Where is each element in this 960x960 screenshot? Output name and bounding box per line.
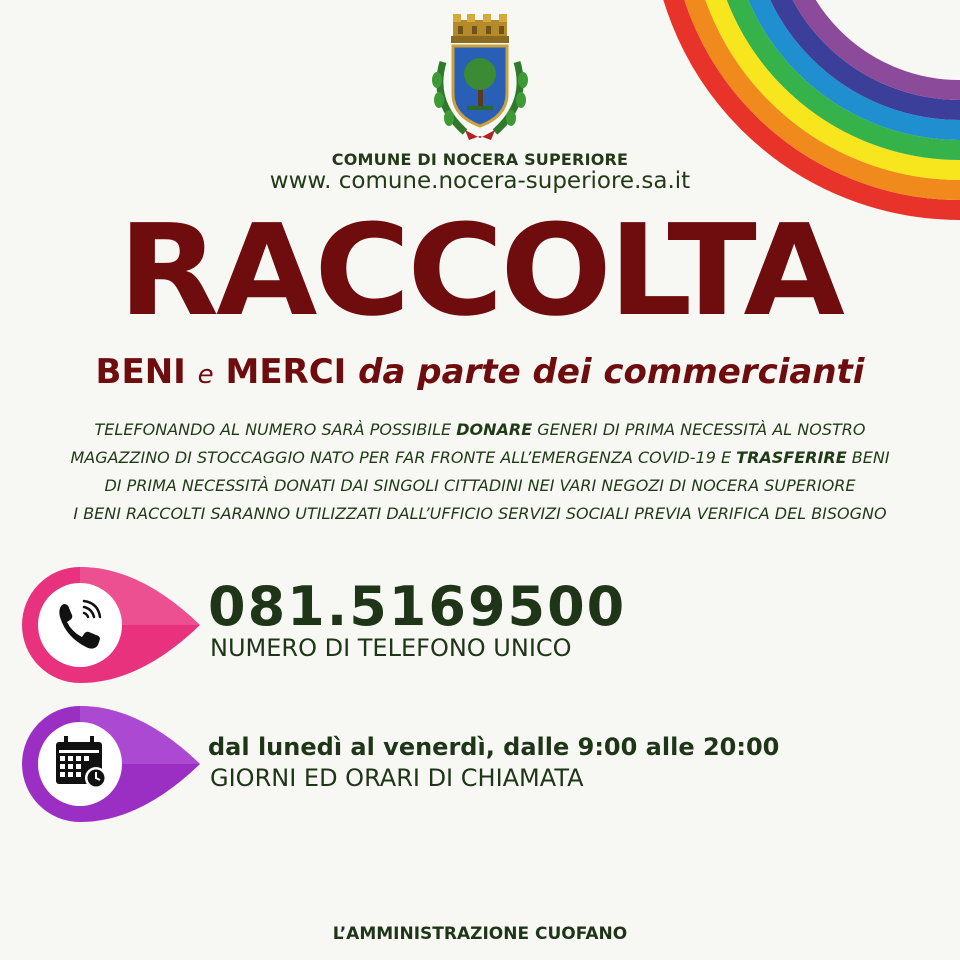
- description-line: TELEFONANDO AL NUMERO SARÀ POSSIBILE DONARE GENERI DI PRIMA NECESSITÀ AL NOSTRO: [94, 420, 866, 439]
- main-title: RACCOLTA: [118, 197, 842, 344]
- calendar-clock-icon: [56, 736, 107, 789]
- website-link[interactable]: www. comune.nocera-superiore.sa.it: [269, 168, 691, 194]
- call-hours-label: GIORNI ED ORARI DI CHIAMATA: [210, 764, 584, 792]
- subtitle: [0, 352, 960, 392]
- phone-label: NUMERO DI TELEFONO UNICO: [210, 634, 572, 662]
- donare-emphasis: DONARE: [456, 420, 533, 439]
- trasferire-emphasis: TRASFERIRE: [736, 448, 847, 467]
- subtitle-beni: BENI: [95, 352, 186, 392]
- comune-name: COMUNE DI NOCERA SUPERIORE: [331, 150, 629, 169]
- description: [0, 416, 960, 528]
- calendar-pin: [20, 704, 220, 824]
- description-line: MAGAZZINO DI STOCCAGGIO NATO PER FAR FRONTE ALL’EMERGENZA COVID-19 E TRASFERIRE BENI: [70, 448, 890, 467]
- phone-number[interactable]: 081.5169500: [208, 575, 627, 638]
- municipal-crest-icon: [425, 12, 535, 144]
- subtitle-conjunction: e: [197, 360, 214, 390]
- call-hours: dal lunedì al venerdì, dalle 9:00 alle 20:00: [208, 733, 780, 761]
- subtitle-commercianti: da parte dei commercianti: [358, 352, 865, 392]
- description-line: I BENI RACCOLTI SARANNO UTILIZZATI DALL’UFFICIO SERVIZI SOCIALI PREVIA VERIFICA DEL BISOGNO: [73, 504, 887, 523]
- subtitle-merci: MERCI: [225, 352, 347, 392]
- footer-signature: L’AMMINISTRAZIONE CUOFANO: [332, 924, 628, 944]
- phone-pin[interactable]: [20, 565, 220, 685]
- description-line: DI PRIMA NECESSITÀ DONATI DAI SINGOLI CITTADINI NEI VARI NEGOZI DI NOCERA SUPERIORE: [104, 476, 856, 495]
